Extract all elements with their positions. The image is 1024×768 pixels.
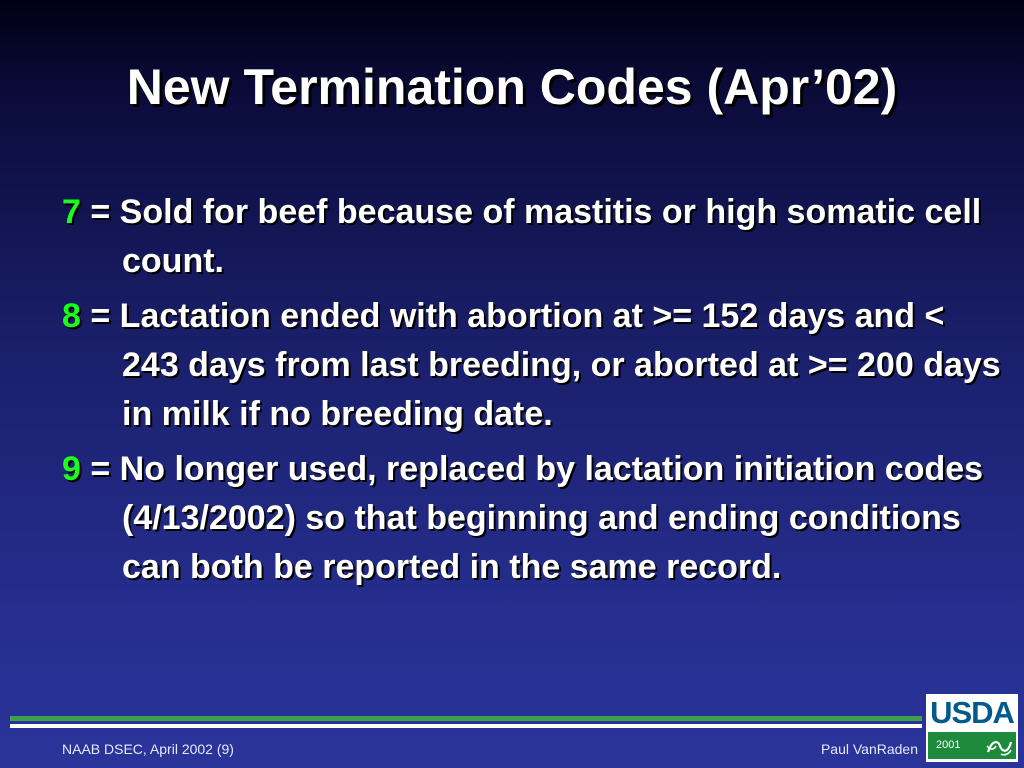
aips-logo-icon [984,734,1014,758]
code-description: = Lactation ended with abortion at >= 152 days and < 243 days from last breeding, or aborted at >= 200 days in milk if no breeding date. [90,297,1001,433]
code-number: 7 [62,193,81,231]
code-item-7 [62,188,1002,286]
code-item-9 [62,445,1002,592]
usda-wordmark: USDA [930,695,1014,730]
code-description: = Sold for beef because of mastitis or high somatic cell count. [90,193,982,280]
code-number: 9 [62,450,81,488]
code-number: 8 [62,297,81,335]
logo-year: 2001 [936,739,961,751]
code-description: = No longer used, replaced by lactation initiation codes (4/13/2002) so that beginning and ending conditions can both be reported in the same record. [90,450,984,586]
footer-rule-white [10,724,922,728]
code-list [62,188,1002,598]
usda-logo [926,694,1018,762]
footer-author: Paul VanRaden [820,741,918,757]
footer-source: NAAB DSEC, April 2002 (9) [62,741,234,757]
slide-title: New Termination Codes (Apr’02) [126,59,898,115]
code-item-8 [62,292,1002,439]
footer-rule-green [10,716,922,721]
